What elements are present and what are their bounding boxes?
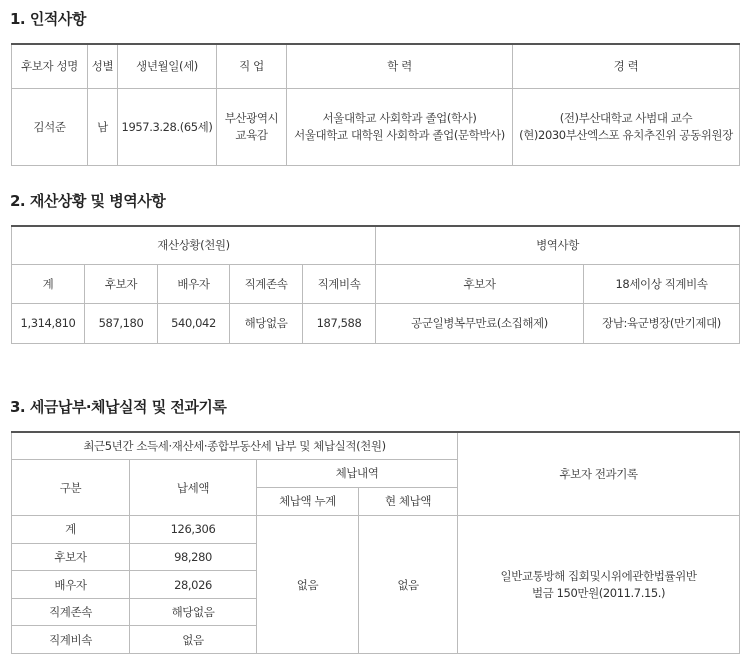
property-military-table	[11, 225, 740, 344]
tax-row-paid: 없음	[130, 626, 257, 654]
candidate-birthdate: 1957.3.28.(65세)	[118, 88, 217, 165]
tax-row-paid: 126,306	[130, 516, 257, 544]
header-tax-paid: 납세액	[130, 460, 257, 516]
header-arrears-total: 체납액 누계	[257, 487, 359, 516]
property-ascendants: 해당없음	[230, 303, 303, 343]
personal-info-table	[11, 43, 740, 166]
header-property-group: 재산상황(천원)	[12, 226, 376, 264]
education-line-2: 서울대학교 대학원 사회학과 졸업(문학박사)	[294, 127, 505, 142]
header-property-total: 계	[12, 264, 85, 303]
header-property-descendants: 직계비속	[303, 264, 376, 303]
arrears-current-value: 없음	[359, 516, 458, 654]
header-candidate-name: 후보자 성명	[12, 44, 88, 88]
tax-row-label: 배우자	[12, 571, 130, 599]
section-title-property: 2. 재산상황 및 병역사항	[10, 192, 166, 210]
header-education: 학 력	[287, 44, 513, 88]
header-property-candidate: 후보자	[85, 264, 158, 303]
tax-row-paid: 해당없음	[130, 598, 257, 626]
header-arrears: 체납내역	[257, 460, 458, 488]
job-line-1: 부산광역시	[224, 110, 279, 125]
header-property-spouse: 배우자	[158, 264, 230, 303]
section-title-personal: 1. 인적사항	[10, 10, 86, 28]
candidate-gender: 남	[88, 88, 118, 165]
header-job: 직 업	[217, 44, 287, 88]
job-line-2: 교육감	[235, 127, 268, 142]
tax-row-label: 후보자	[12, 543, 130, 571]
military-descendants: 장남:육군병장(만기제대)	[584, 303, 740, 343]
header-property-ascendants: 직계존속	[230, 264, 303, 303]
tax-row-paid: 98,280	[130, 543, 257, 571]
header-military-group: 병역사항	[376, 226, 740, 264]
career-line-2: (현)2030부산엑스포 유치추진위 공동위원장	[519, 127, 733, 142]
candidate-education	[287, 88, 513, 165]
header-career: 경 력	[513, 44, 740, 88]
education-line-1: 서울대학교 사회학과 졸업(학사)	[322, 110, 477, 125]
candidate-career	[513, 88, 740, 165]
arrears-total-value: 없음	[257, 516, 359, 654]
property-candidate: 587,180	[85, 303, 158, 343]
tax-criminal-table	[11, 431, 740, 654]
property-descendants: 187,588	[303, 303, 376, 343]
tax-row-label: 계	[12, 516, 130, 544]
tax-row-label: 직계비속	[12, 626, 130, 654]
property-spouse: 540,042	[158, 303, 230, 343]
header-tax-group: 최근5년간 소득세·재산세·종합부동산세 납부 및 체납실적(천원)	[12, 432, 458, 460]
tax-row-label: 직계존속	[12, 598, 130, 626]
military-candidate: 공군일병복무만료(소집해제)	[376, 303, 584, 343]
header-military-candidate: 후보자	[376, 264, 584, 303]
candidate-job	[217, 88, 287, 165]
criminal-line-2: 벌금 150만원(2011.7.15.)	[531, 585, 666, 600]
career-line-1: (전)부산대학교 사범대 교수	[559, 110, 693, 125]
header-military-descendants: 18세이상 직계비속	[584, 264, 740, 303]
section-title-tax: 3. 세금납부·체납실적 및 전과기록	[10, 398, 227, 416]
candidate-name: 김석준	[12, 88, 88, 165]
header-gender: 성별	[88, 44, 118, 88]
property-total: 1,314,810	[12, 303, 85, 343]
criminal-record-value	[458, 516, 740, 654]
criminal-line-1: 일반교통방해 집회및시위에관한법률위반	[500, 568, 697, 583]
tax-row-paid: 28,026	[130, 571, 257, 599]
header-tax-category: 구분	[12, 460, 130, 516]
header-criminal-record: 후보자 전과기록	[458, 432, 740, 516]
header-birthdate: 생년월일(세)	[118, 44, 217, 88]
header-arrears-current: 현 체납액	[359, 487, 458, 516]
